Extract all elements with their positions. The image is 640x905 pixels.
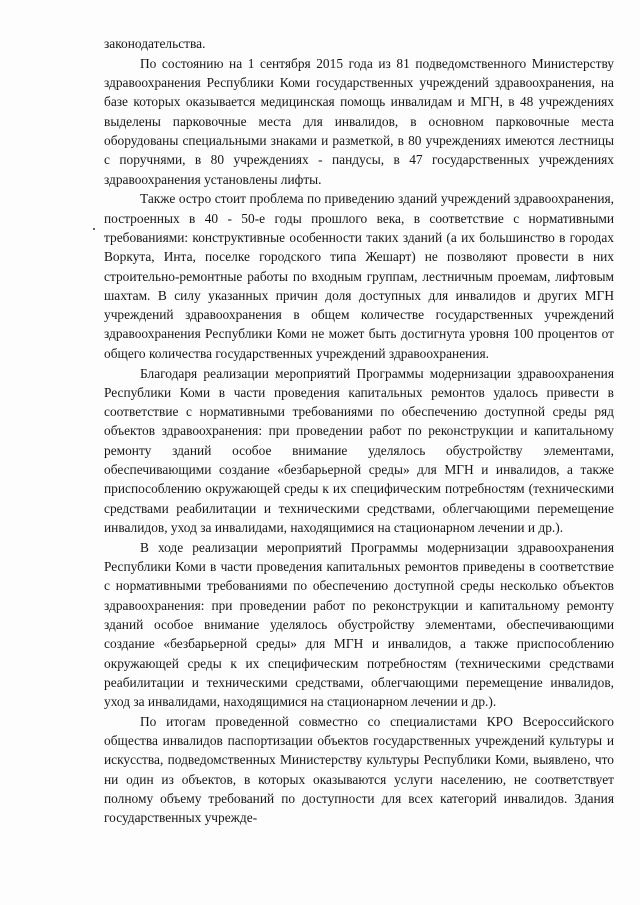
scan-speck bbox=[93, 228, 95, 230]
paragraph-4: Благодаря реализации мероприятий Программы модернизации здравоохранения Республики Коми в части проведения капитальных ремонтов удалось привести в соответствие с нормативными требованиями по обеспечению доступной среды ряд объектов здравоохранения: при проведении работ по реконструкции и капитальному ремонту зданий особое внимание уделялось обустройству элементами, обеспечивающими создание «безбарьерной среды» для МГН и инвалидов, а также приспособлению окружающей среды к их специфическим потребностям (техническими средствами реабилитации и техническими средствами, облегчающими перемещение инвалидов, уход за инвалидами, находящимися на стационарном лечении и др.). bbox=[104, 365, 614, 535]
paragraph-2: По состоянию на 1 сентября 2015 года из 81 подведомственного Министерству здравоохранения Республики Коми государственных учреждений здравоохранения, на базе которых оказывается медицинская помощь инвалидам и МГН, в 48 учреждениях выделены парковочные места для инвалидов, в основном парковочные места оборудованы специальными знаками и разметкой, в 80 учреждениях имеются лестницы с поручнями, в 80 учреждениях - пандусы, в 47 государственных учреждениях здравоохранения установлены лифты. bbox=[104, 55, 614, 187]
paragraph-5: В ходе реализации мероприятий Программы модернизации здравоохранения Республики Коми в части проведения капитальных ремонтов приведены в соответствие с нормативными требованиями по обеспечению доступной среды несколько объектов здравоохранения: при проведении работ по реконструкции и капитальному ремонту зданий особое внимание уделялось обустройству элементами, обеспечивающими создание «безбарьерной среды» для МГН и инвалидов, а также приспособлению окружающей среды к их специфическим потребностям (техническими средствами реабилитации и техническими средствами, облегчающими перемещение инвалидов, уход за инвалидами, находящимися на стационарном лечении и др.). bbox=[104, 539, 614, 710]
paragraph-3: Также остро стоит проблема по приведению зданий учреждений здравоохранения, построенных в 40 - 50-е годы прошлого века, в соответствие с нормативными требованиями: конструктивные особенности таких зданий (а их большинство в городах Воркута, Инта, поселке городского типа Жешарт) не позволяют провести в них строительно-ремонтные работы по входным группам, лестничным проемам, лифтовым шахтам. В силу указанных причин доля доступных для инвалидов и других МГН учреждений здравоохранения в общем количестве государственных учреждений здравоохранения Республики Коми не может быть достигнута уровня 100 процентов от общего количества государственных учреждений здравоохранения. bbox=[104, 191, 614, 361]
paragraph-1: законодательства. bbox=[104, 36, 206, 51]
paragraph-6: По итогам проведенной совместно со специалистами КРО Всероссийского общества инвалидов паспортизации объектов государственных учреждений культуры и искусства, подведомственных Министерству культуры Республики Коми, выявлено, что ни один из объектов, в которых оказываются услуги населению, не соответствует полному объему требований по доступности для всех категорий инвалидов. Здания государственных учрежде- bbox=[104, 713, 614, 826]
